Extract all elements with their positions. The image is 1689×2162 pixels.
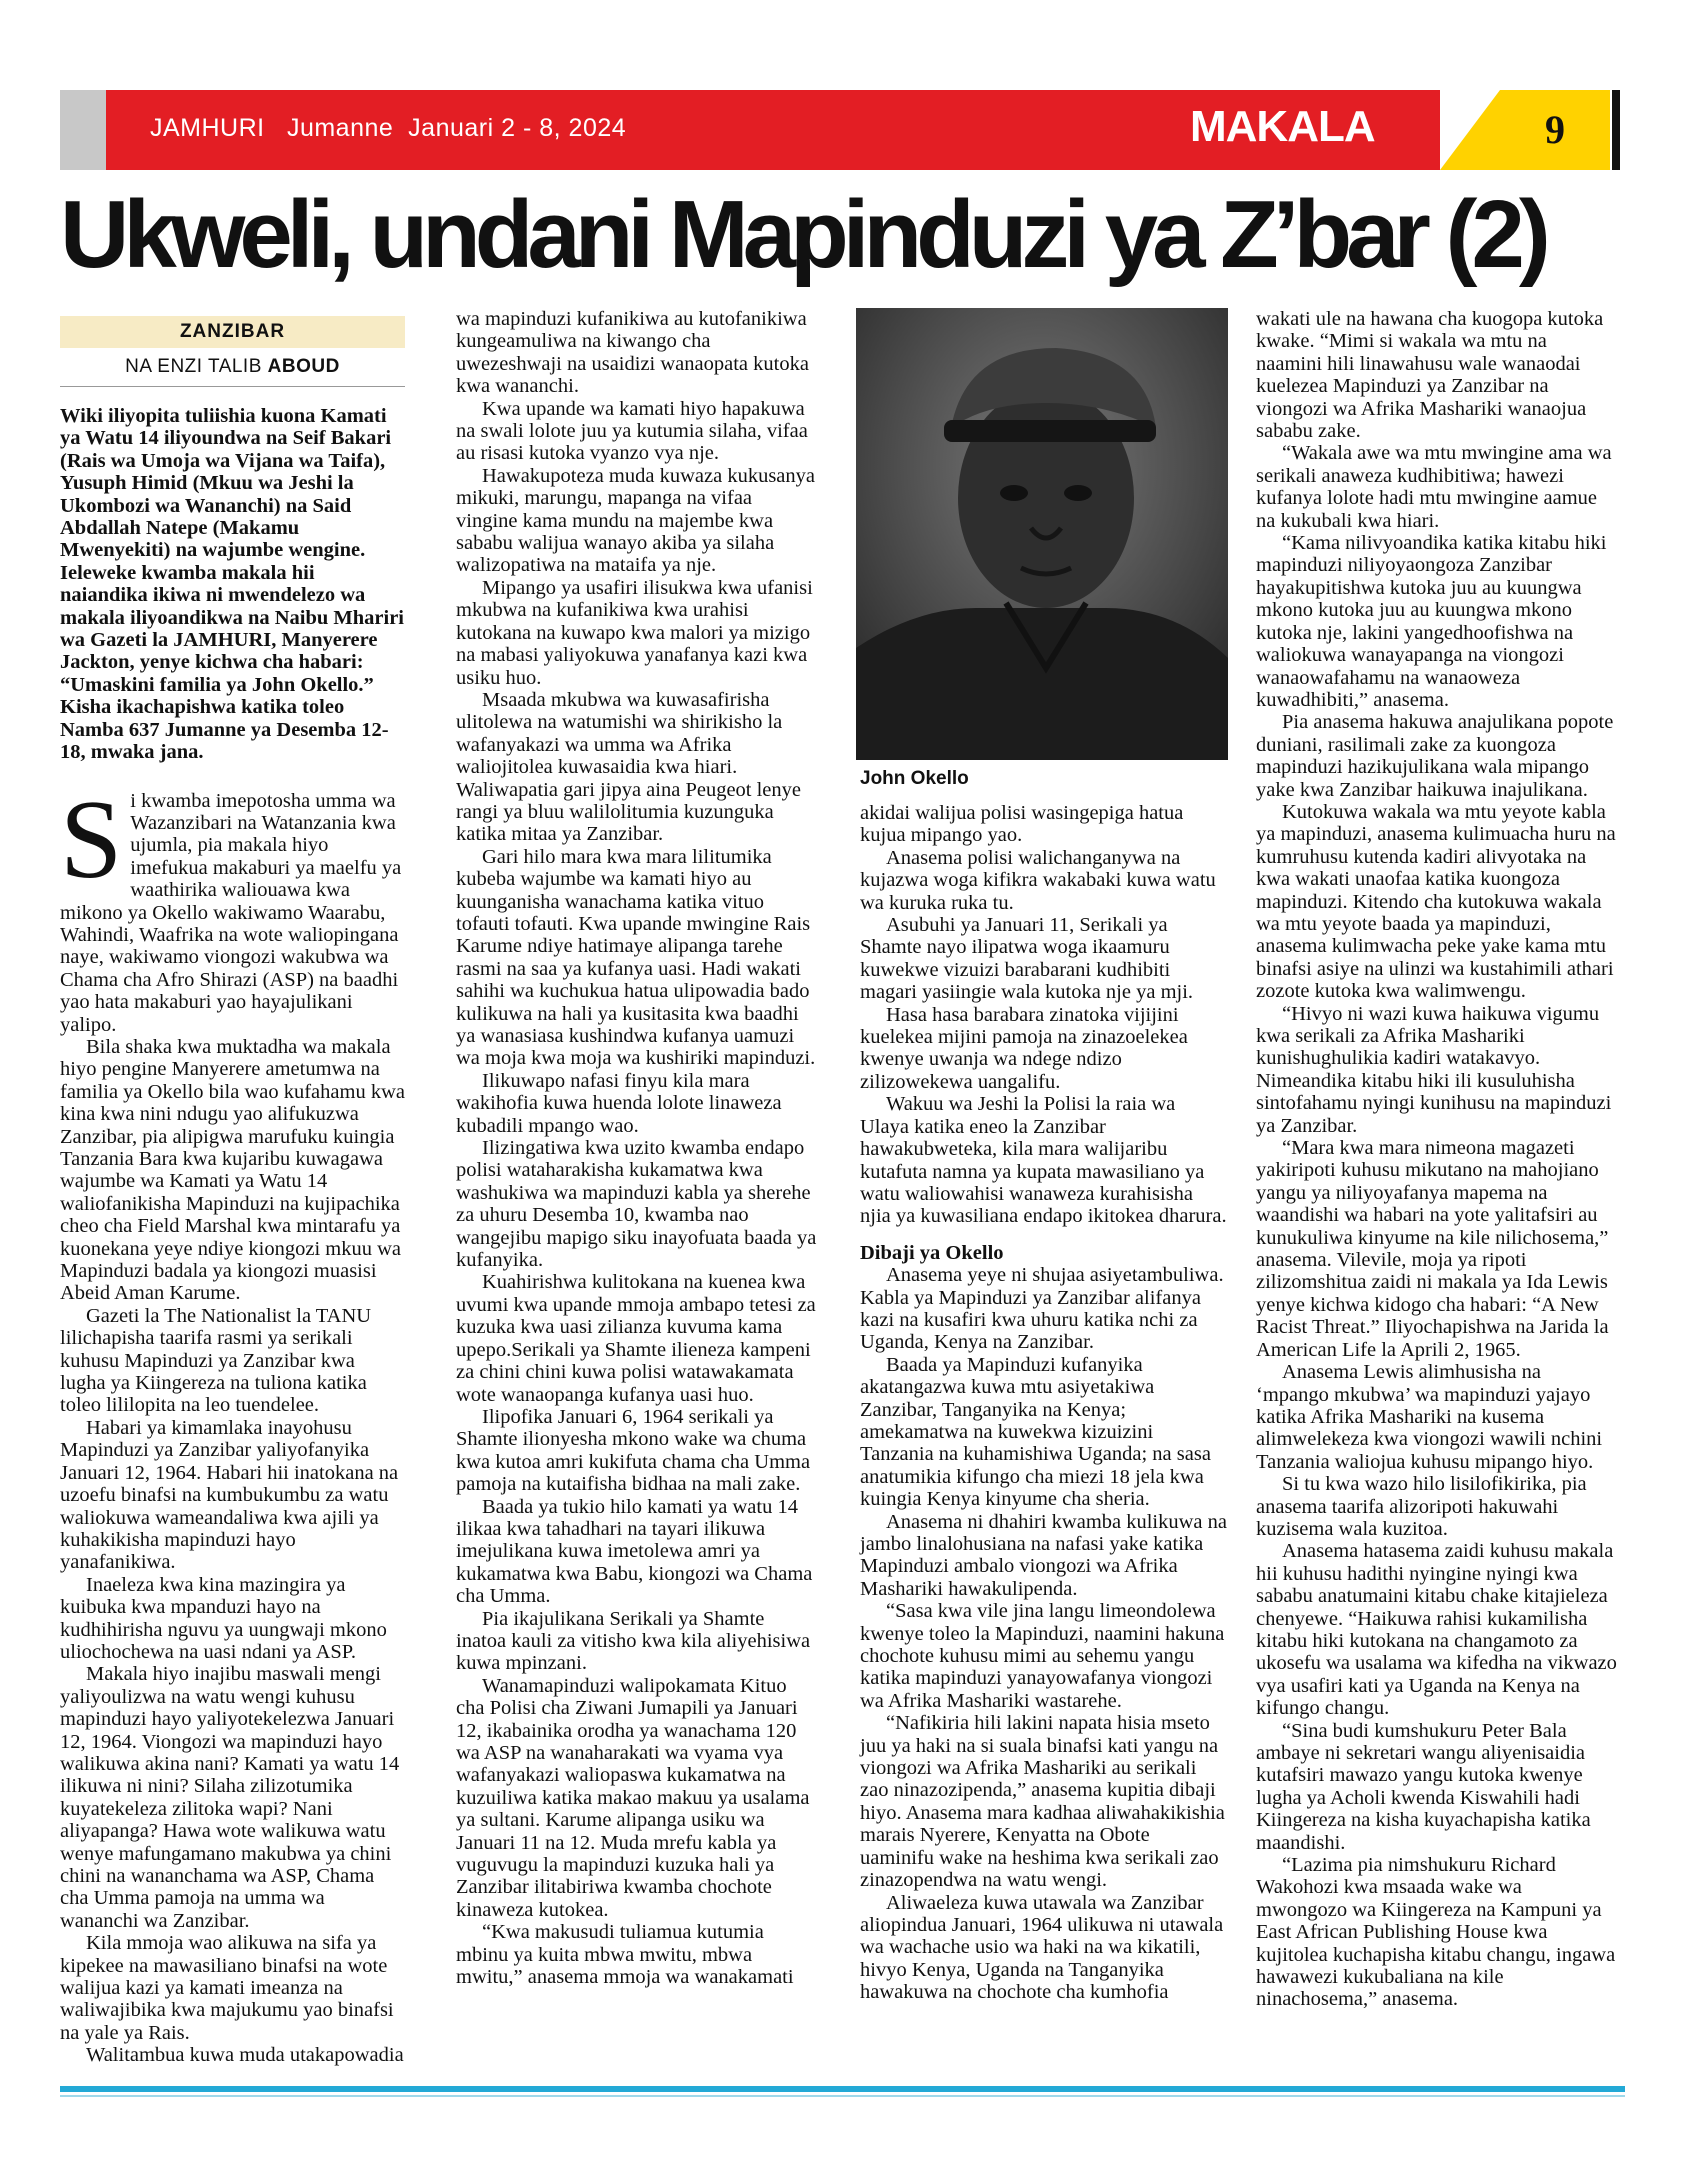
paragraph: Asubuhi ya Januari 11, Serikali ya Shamte nayo ilipatwa woga ikaamuru kuwekwe vizuizi barabarani kudhibiti magari yasiingie wala kutoka nje ya mji. — [860, 914, 1194, 1004]
paragraph: “Lazima pia nimshukuru Richard Wakohozi kwa msaada wake wa mwongozo wa Kiingereza na Kampuni ya East African Publishing House kwa kujitolea kuchapisha kitabu changu, ingawa hawawezi kukubaliana na kile ninachosema,” anasema. — [1256, 1854, 1616, 2011]
portrait-photo — [856, 308, 1228, 760]
paragraph: Kwa upande wa kamati hiyo hapakuwa na swali lolote juu ya kutumia silaha, vifaa au risasi kutoka vyanzo vya nje. — [456, 397, 808, 465]
paragraph: Bila shaka kwa muktadha wa makala hiyo pengine Manyerere ametumwa na familia ya Okello bila wao kufahamu kwa kina kwa nini ndugu yao alifukuzwa Zanzibar, pia alipigwa marufuku kuingia Tanzania Bara kwa kujaribu kuwagawa wajumbe wa Kamati ya Watu 14 waliofanikisha Mapinduzi na kujipachika cheo cha Field Marshal kwa mintarafu ya kuonekana yeye ndiye kiongozi mkuu wa Mapinduzi badala ya kiongozi muasisi Abeid Aman Karume. — [60, 1035, 405, 1305]
paragraph: Anasema polisi walichanganywa na kujazwa woga kifikra wakabaki kuwa watu wa kuruka ruka tu. — [860, 846, 1216, 914]
bottom-rule-thin — [60, 2095, 1625, 2097]
paragraph: wakati ule na hawana cha kuogopa kutoka kwake. “Mimi si wakala wa mtu na naamini hili linawahusu wale wanaodai kuelezea Mapinduzi ya Zanzibar na viongozi wa Afrika Mashariki wanaojua sababu zake. — [1256, 308, 1604, 443]
paragraph: Wakuu wa Jeshi la Polisi la raia wa Ulaya katika eneo la Zanzibar hawakubweteka, kila mara walijaribu kutafuta namna ya kupata mawasiliano ya watu waliowahisi wanaweza kurahisisha njia ya kuwasiliana endapo ikitokea dharura. — [860, 1093, 1227, 1228]
masthead — [60, 90, 1620, 170]
intro-text: Wiki iliyopita tuliishia kuona Kamati ya Watu 14 iliyoundwa na Seif Bakari (Rais wa Umoja wa Vijana wa Taifa), Yusuph Himid (Mkuu wa Jeshi la Ukombozi wa Wananchi) na Said Abdallah Natepe (Makamu Mwenyekiti) na wajumbe wengine. Ieleweke kwamba makala hii naiandika ikiwa ni mwendelezo wa makala iliyoandikwa na Naibu Mhariri wa Gazeti la JAMHURI, Manyerere Jackton, yenye kichwa cha habari: “Umaskini familia ya John Okello.” Kisha ikachapishwa katika toleo Namba 637 Jumanne ya Desemba 12-18, mwaka jana. — [60, 405, 405, 764]
paragraph: Kila mmoja wao alikuwa na sifa ya kipekee na mawasiliano binafsi na wote walijua kazi ya kamati imeanza na waliwajibika kwa majukumu yao binafsi na yale ya Rais. — [60, 1932, 394, 2044]
section-label: MAKALA — [1190, 102, 1375, 151]
paragraph: Baada ya tukio hilo kamati ya watu 14 ilikaa kwa tahadhari na tayari ilikuwa imejulikana kuwa imetolewa amri ya kukamatwa kwa Babu, kiongozi wa Chama cha Umma. — [456, 1495, 813, 1608]
column-1 — [60, 316, 405, 2067]
paragraph: Anasema yeye ni shujaa asiyetambuliwa. Kabla ya Mapinduzi ya Zanzibar alifanya kazi na kusafiri kwa uhuru katika nchi za Uganda, Kenya na Zanzibar. — [860, 1264, 1224, 1354]
masthead-date: JAMHURI Jumanne Januari 2 - 8, 2024 — [150, 114, 627, 142]
intro — [60, 405, 405, 764]
byline-prefix: NA ENZI TALIB — [125, 356, 268, 377]
paragraph: Ilizingatiwa kwa uzito kwamba endapo polisi wataharakisha kukamatwa kwa washukiwa wa mapinduzi kabla ya sherehe za uhuru Desemba 10, kwamba nao wangejibu mapigo siku inayofuata baada ya kufanyika. — [456, 1137, 817, 1272]
paragraph: Aliwaeleza kuwa utawala wa Zanzibar aliopindua Januari, 1964 ulikuwa ni utawala wa wachache usio wa haki na wa kikatili, hivyo Kenya, Uganda na Tanganyika hawakuwa na chochote cha kumhofia — [860, 1891, 1224, 2004]
paragraph: “Wakala awe wa mtu mwingine ama wa serikali anaweza kudhibitiwa; hawezi kufanya lolote hadi mtu mwingine aamue na kukubali kwa hiari. — [1256, 442, 1612, 532]
masthead-gray-block — [60, 90, 106, 170]
page-number: 9 — [1545, 107, 1565, 152]
paragraph: “Mara kwa mara nimeona magazeti yakiripoti kuhusu mikutano na mahojiano yangu ya niliyoyafanya mapema na waandishi wa habari na yote yalitafsiri au kunukuliwa kinyume na kile nilichosema,” anasema. Vilevile, moja ya ripoti zilizomshitua zaidi ni makala ya Ida Lewis yenye kichwa kidogo cha habari: “A New Racist Threat.” Iliyochapishwa na Jarida la American Life la Aprili 2, 1965. — [1256, 1137, 1609, 1361]
headline: Ukweli, undani Mapinduzi ya Z’bar (2) — [60, 181, 1545, 288]
rubric: ZANZIBAR — [60, 316, 405, 348]
paragraph: Ilikuwapo nafasi finyu kila mara wakihofia kuwa huenda lolote linaweza kubadili mpango wao. — [456, 1069, 782, 1137]
paragraph: Hasa hasa barabara zinatoka vijijini kuelekea mijini pamoja na zinazoelekea kwenye uwanja wa ndege ndizo zilizowekewa uangalifu. — [860, 1003, 1188, 1093]
column-2 — [456, 308, 818, 1988]
paragraph: Gazeti la The Nationalist la TANU lilichapisha taarifa rasmi ya serikali kuhusu Mapinduzi ya Zanzibar kwa lugha ya Kiingereza na tuliona katika toleo lililopita na leo tuendelee. — [60, 1304, 372, 1417]
paragraph: Inaeleza kwa kina mazingira ya kuibuka kwa mpanduzi hayo na kudhihirisha nguvu ya uungwaji mkono uliochochewa na uasi ndani ya ASP. — [60, 1573, 387, 1663]
masthead-yellow-block — [1440, 90, 1610, 170]
lead-paragraph — [60, 777, 405, 1036]
masthead-black-bar — [1612, 90, 1620, 170]
paragraph: Kuahirishwa kulitokana na kuenea kwa uvumi kwa upande mmoja ambapo tetesi za kuzuka kwa uasi zilianza kuvuma kama upepo.Serikali ya Shamte ilieneza kampeni za chini chini kuwa polisi watawakamata wote wanaopanga kufanya uasi huo. — [456, 1271, 816, 1406]
paragraph: “Hivyo ni wazi kuwa haikuwa vigumu kwa serikali za Afrika Mashariki kunishughulikia kadiri watakavyo. Nimeandika kitabu hiki ili kusuluhisha sintofahamu nyingi kunihusu na mapinduzi ya Zanzibar. — [1256, 1002, 1612, 1137]
paragraph: Msaada mkubwa wa kuwasafirisha ulitolewa na watumishi wa shirikisho la wafanyakazi wa umma wa Afrika waliojitolea kuwasaidia kwa hiari. Waliwapatia gari jipya aina Peugeot lenye rangi ya bluu walilolitumia kuzunguka katika mitaa ya Zanzibar. — [456, 688, 802, 846]
photo-caption: John Okello — [860, 768, 969, 789]
paragraph: Wanamapinduzi walipokamata Kituo cha Polisi cha Ziwani Jumapili ya Januari 12, ikabainika orodha ya wanachama 120 wa ASP na wanaharakati wa vyama vya wafanyakazi waliopaswa kukamatwa na kuzuiliwa katika makao makuu ya usalama ya sultani. Karume alipanga usiku wa Januari 11 na 12. Muda mrefu kabla ya vuguvugu la mapinduzi kuzuka hali ya Zanzibar ilitabiriwa kwamba chochote kinaweza kutokea. — [456, 1674, 810, 1921]
paragraph: wa mapinduzi kufanikiwa au kutofanikiwa kungeamuliwa na kiwango cha uwezeshwaji na usaidizi wanaopata kutoka kwa wananchi. — [456, 308, 809, 398]
paragraph: “Kwa makusudi tuliamua kutumia mbinu ya kuita mbwa mwitu, mbwa mwitu,” anasema mmoja wa wanakamati — [456, 1921, 794, 1989]
dropcap: S — [60, 777, 123, 902]
paragraph: Pia ikajulikana Serikali ya Shamte inatoa kauli za vitisho kwa kila aliyehisiwa kuwa mpinzani. — [456, 1607, 811, 1675]
paragraph: “Sasa kwa vile jina langu limeondolewa kwenye toleo la Mapinduzi, naamini hakuna chochote kuhusu mimi au sehemu yangu katika mapinduzi yanayowafanya viongozi wa Afrika Mashariki wastarehe. — [860, 1600, 1225, 1712]
paragraph: akidai walijua polisi wasingepiga hatua kujua mipango yao. — [860, 802, 1184, 847]
paragraph: Baada ya Mapinduzi kufanyika akatangazwa kuwa mtu asiyetakiwa Zanzibar, Tanganyika na Kenya; amekamatwa na kuwekwa kizuizini Tanzania na kuhamishiwa Uganda; na sasa anatumikia kifungo cha miezi 18 jela kwa kuingia Kenya kinyume cha sheria. — [860, 1353, 1211, 1511]
byline-name: ABOUD — [267, 356, 340, 377]
paragraph: Anasema ni dhahiri kwamba kulikuwa na jambo linalohusiana na nafasi yake katika Mapinduzi ambalo viongozi wa Afrika Mashariki hawakulipenda. — [860, 1510, 1228, 1600]
paragraph: “Nafikiria hili lakini napata hisia mseto juu ya haki na si suala binafsi kati yangu na viongozi wa Afrika Mashariki au serikali zao ninazozipenda,” anasema kupitia dibaji hiyo. Anasema mara kadhaa aliwahakikishia marais Nyerere, Kenyatta na Obote uaminifu wake na heshima kwa serikali zao zinazopendwa na watu wengi. — [860, 1712, 1225, 1892]
paragraph: Ilipofika Januari 6, 1964 serikali ya Shamte ilionyesha mkono wake wa chuma kwa kutoa amri kukifuta chama cha Umma pamoja na kutaifisha bidhaa na mali zake. — [456, 1405, 811, 1496]
paragraph: “Kama nilivyoandika katika kitabu hiki mapinduzi niliyoyaongoza Zanzibar hayakupitishwa kutoka juu au kuungwa mkono kutoka juu au kuungwa mkono kutoka nje, lakini yangedhoofishwa na waliokuwa wanayapanga na viongozi wanaowafahamu na wanaoweza kuwadhibiti,” anasema. — [1256, 532, 1607, 711]
column-3 — [860, 802, 1228, 2004]
paragraph: Makala hiyo inajibu maswali mengi yaliyoulizwa na watu wengi kuhusu mapinduzi hayo yaliyotekelezwa Januari 12, 1964. Viongozi wa mapinduzi hayo walikuwa akina nani? Kamati ya watu 14 ilikuwa ni nini? Silaha zilizotumika kuyatekeleza zilitoka wapi? Nani aliyapanga? Hawa wote walikuwa watu wenye mafungamano makubwa ya chini chini na wananchama wa ASP, Chama cha Umma pamoja na umma wa wananchi wa Zanzibar. — [60, 1663, 400, 1932]
paragraph: Walitambua kuwa muda utakapowadia — [86, 2044, 404, 2067]
divider — [60, 386, 405, 387]
paragraph: Habari ya kimamlaka inayohusu Mapinduzi ya Zanzibar yaliyofanyika Januari 12, 1964. Habari hii inatokana na uzoefu binafsi na kumbukumbu za watu waliokuwa wameandaliwa kwa ajili ya kuhakikisha mapinduzi hayo yanafanikiwa. — [60, 1416, 399, 1574]
column-4 — [1256, 308, 1618, 2011]
paragraph: “Sina budi kumshukuru Peter Bala ambaye ni sekretari wangu aliyenisaidia kutafsiri mawazo yangu kutoka kwenye lugha ya Acholi kwenda Kiswahili hadi Kiingereza na kisha kuyachapisha katika maandishi. — [1256, 1719, 1591, 1854]
paragraph: Hawakupoteza muda kuwaza kukusanya mikuki, marungu, mapanga na vifaa vingine kama mundu na majembe kwa sababu walijua wanayo akiba ya silaha walizopatiwa na mataifa ya nje. — [456, 464, 815, 577]
paragraph: Anasema Lewis alimhusisha na ‘mpango mkubwa’ wa mapinduzi yajayo katika Afrika Mashariki na kusema alimwelekeza kwa viongozi wawili nchini Tanzania waliojua kuhusu mipango hiyo. — [1256, 1361, 1603, 1473]
paragraph: Kutokuwa wakala wa mtu yeyote kabla ya mapinduzi, anasema kulimuacha huru na kumruhusu kutenda kadiri alivyotaka na kwa wakati unaofaa katika kuongoza mapinduzi. Kitendo cha kutokuwa wakala wa mtu yeyote baada ya mapinduzi, anasema kulimwacha peke yake kama mtu binafsi asiye na ulinzi wa kustahimili athari zozote kutoka kwa walimwengu. — [1256, 800, 1616, 1003]
byline — [60, 356, 405, 386]
paragraph: Mipango ya usafiri ilisukwa kwa ufanisi mkubwa na kufanikiwa kwa urahisi kutokana na kuwapo kwa malori ya mizigo na mabasi yaliyokuwa yanafanya kazi kwa usiku huo. — [456, 576, 813, 689]
subheading: Dibaji ya Okello — [860, 1241, 1004, 1264]
paragraph: Gari hilo mara kwa mara lilitumika kubeba wajumbe wa kamati hiyo au kuunganisha wanachama katika vituo tofauti tofauti. Kwa upande mwingine Rais Karume ndiye hatimaye alipanga tarehe rasmi na saa ya kufanya uasi. Hadi wakati sahihi wa kuchukua hatua ulipowadia bado kulikuwa na hali ya kusitasita kwa baadhi ya wanasiasa kushindwa kufanya uamuzi wa moja kwa moja wa kushiriki mapinduzi. — [456, 845, 816, 1070]
column-1-body — [60, 777, 405, 2067]
lead-paragraph-text: i kwamba imepotosha umma wa Wazanzibari na Watanzania kwa ujumla, pia makala hiyo imefukua makaburi ya maelfu ya waathirika waliouawa kwa mikono ya Okello wakiwamo Waarabu, Wahindi, Waafrika na wote waliopingana naye, wakiwamo viongozi wakubwa wa Chama cha Afro Shirazi (ASP) na baadhi yao hata makaburi yao hayajulikani yalipo. — [60, 789, 402, 1036]
paragraph: Pia anasema hakuwa anajulikana popote duniani, rasilimali zake za kuongoza mapinduzi hazikujulikana wala mipango yake kwa Zanzibar haikuwa inajulikana. — [1256, 711, 1614, 801]
paragraph: Si tu kwa wazo hilo lisilofikirika, pia anasema taarifa alizoripoti hakuwahi kuzisema wala kuzitoa. — [1256, 1473, 1587, 1540]
paragraph: Anasema hatasema zaidi kuhusu makala hii kuhusu hadithi nyingine nyingi kwa sababu anatumaini kitabu chake kitajieleza chenyewe. “Haikuwa rahisi kukamilisha kitabu hiki kutokana na changamoto za ukosefu wa usalama wa kifedha na vikwazo vya usafiri kati ya Uganda na Kenya na kifungo changu. — [1256, 1540, 1617, 1720]
bottom-rule — [60, 2086, 1625, 2092]
portrait-image — [856, 308, 1228, 760]
